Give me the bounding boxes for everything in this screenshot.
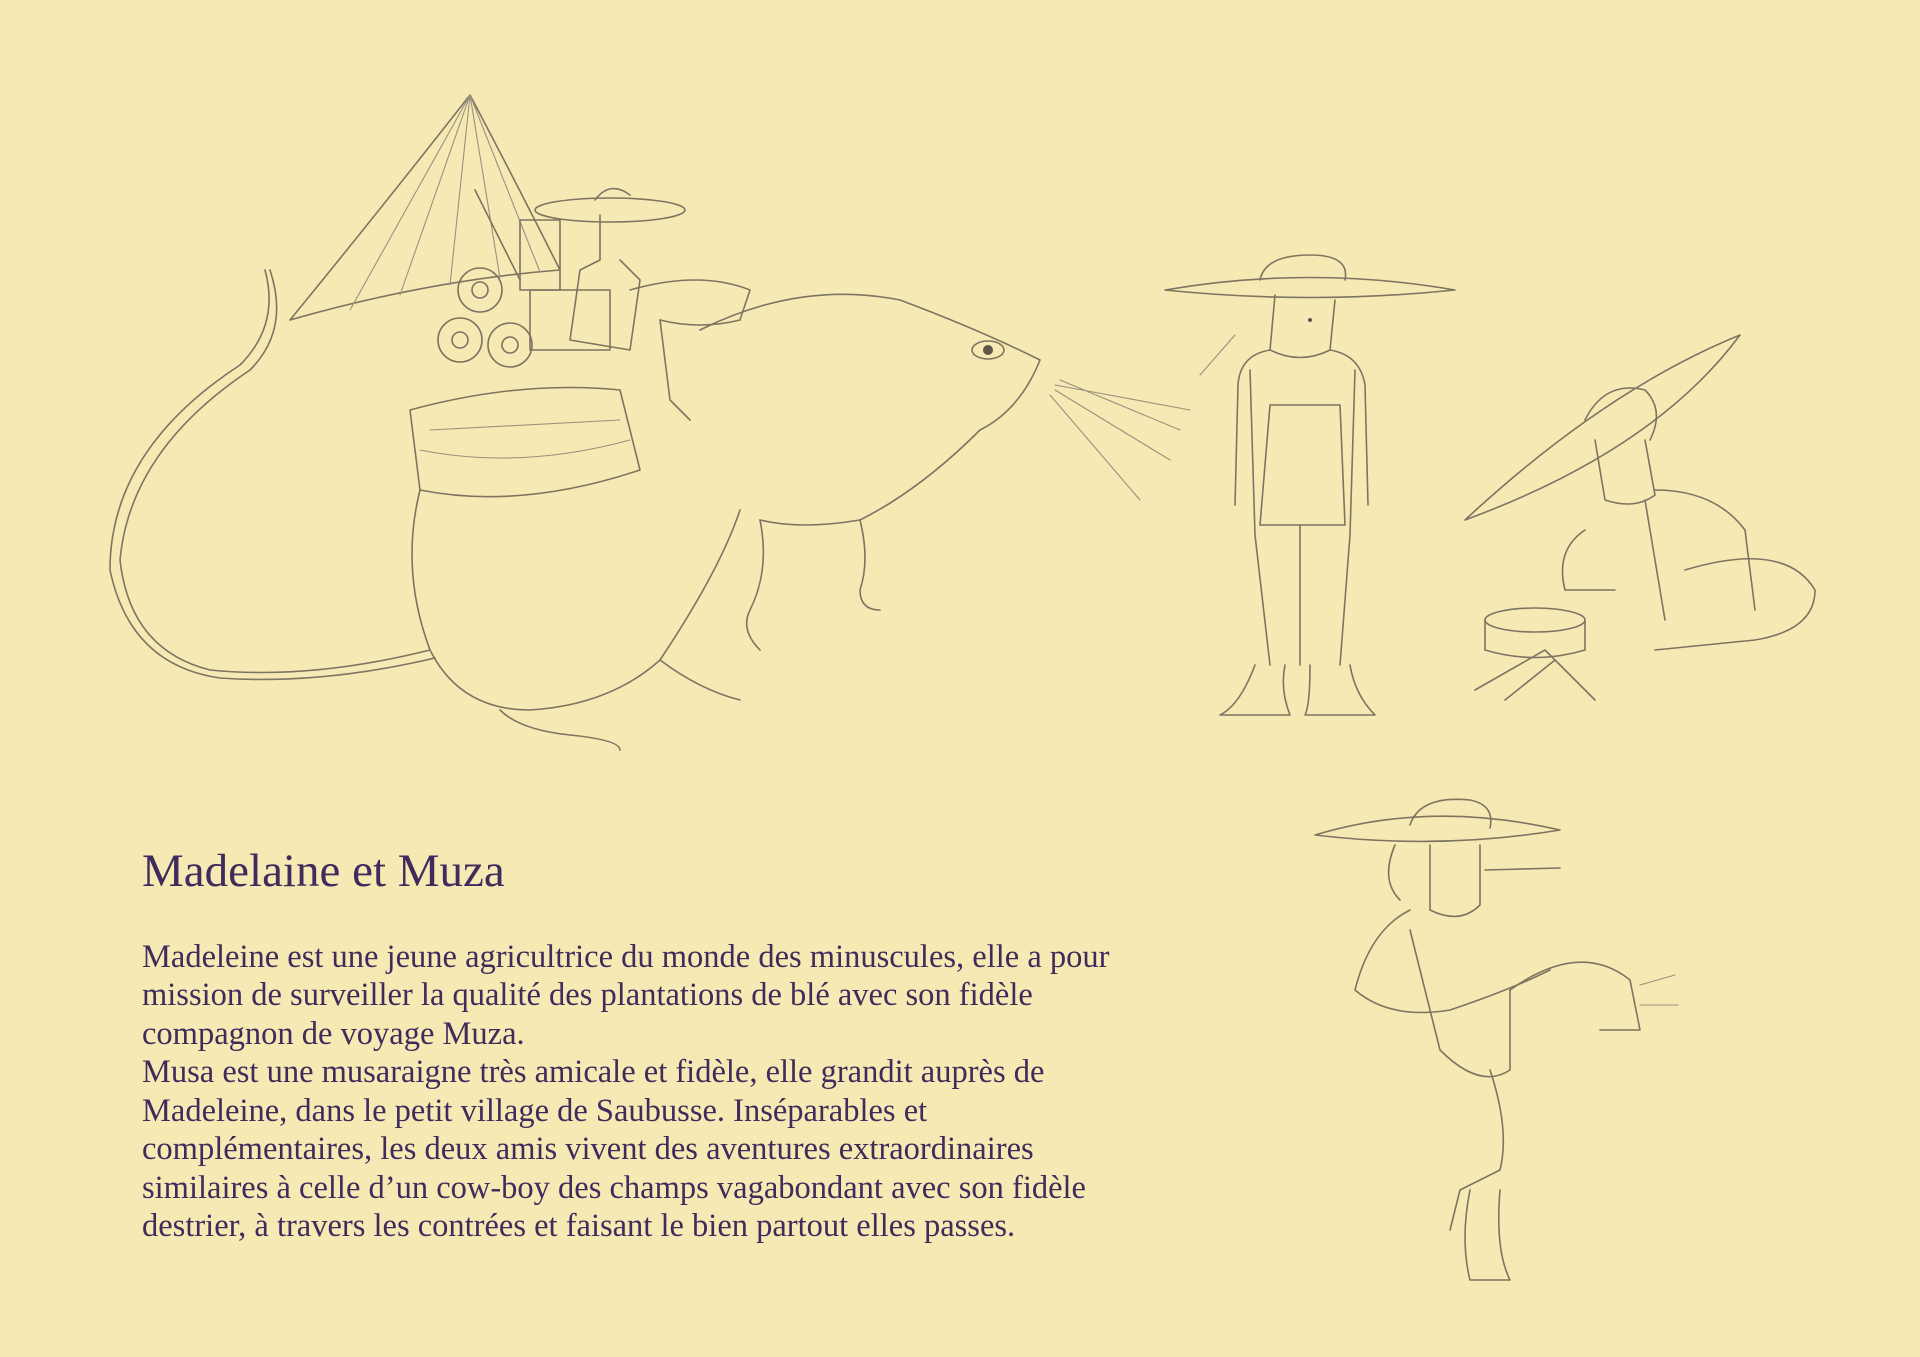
paragraph-line: Madeleine est une jeune agricultrice du monde des minuscules, elle a pour (142, 938, 1110, 975)
paragraph-line: mission de surveiller la qualité des plantations de blé avec son fidèle (142, 977, 1033, 1014)
description-block (142, 846, 1282, 1246)
paragraph-line: Madeleine, dans le petit village de Saubusse. Inséparables et (142, 1092, 928, 1129)
paragraph-line: compagnon de voyage Muza. (142, 1015, 525, 1052)
standing-farmer-sketch (1160, 245, 1460, 725)
shrew-with-rider-sketch (100, 90, 1200, 770)
paragraph-line: similaires à celle d’un cow-boy des champs vagabondant avec son fidèle (142, 1169, 1086, 1206)
paragraph-line: destrier, à travers les contrées et faisant le bien partout elles passes. (142, 1208, 1016, 1245)
paragraph-line: Musa est une musaraigne très amicale et fidèle, elle grandit auprès de (142, 1054, 1045, 1091)
page-title: Madelaine et Muza (142, 845, 505, 897)
description-paragraph (142, 938, 1282, 1246)
sitting-farmer-sketch (1455, 330, 1835, 710)
paragraph-line: complémentaires, les deux amis vivent des aventures extraordinaires (142, 1131, 1034, 1168)
floating-farmer-sketch (1310, 790, 1680, 1290)
